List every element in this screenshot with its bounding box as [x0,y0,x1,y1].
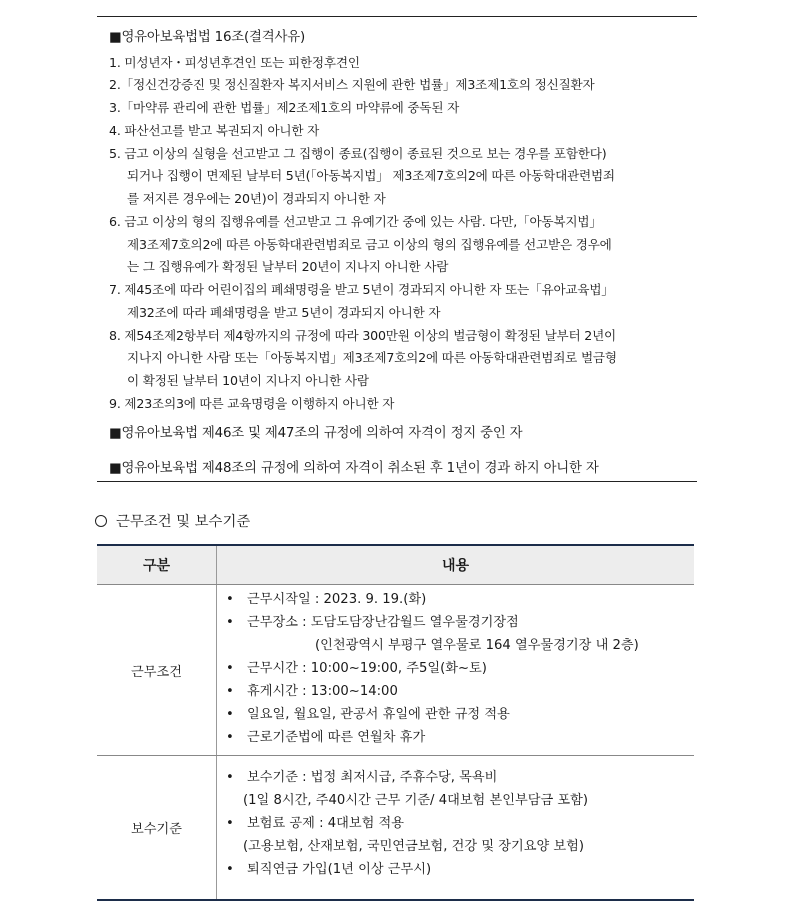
list-item: 3.「마약류 관리에 관한 법률」제2조제1호의 마약류에 중독된 자 [109,100,460,115]
bullet-icon: • [226,592,234,607]
item-text: 퇴직연금 가입(1년 이상 근무시) [247,862,432,877]
list-item: 6. 금고 이상의 형의 집행유예를 선고받고 그 유예기간 중에 있는 사람. 다만,「아동복지법」 [109,214,602,229]
conditions-table [97,544,694,901]
list-item: 8. 제54조제2항부터 제4항까지의 규정에 따라 300만원 이상의 벌금형이 확정된 날부터 2년이 [109,328,617,343]
list-item: 4. 파산선고를 받고 복권되지 아니한 자 [109,123,320,138]
column-header-category: 구분 [97,545,217,585]
list-item-continuation: 지나지 아니한 사람 또는「아동복지법」제3조제7호의2에 따른 아동학대관련범죄로 벌금형 [127,350,617,365]
row-content [217,585,695,756]
list-item-continuation: 제32조에 따라 폐쇄명령을 받고 5년이 경과되지 아니한 자 [127,305,441,320]
item-text: (인천광역시 부평구 열우물로 164 열우물경기장 내 2층) [315,638,639,653]
list-item [217,680,694,703]
item-text: 일요일, 월요일, 관공서 휴일에 관한 규정 적용 [247,707,510,722]
list-item [217,858,694,881]
item-text: 보수기준 : 법정 최저시급, 주휴수당, 목욕비 [247,770,498,785]
list-item [217,611,694,634]
list-item-continuation: 제3조제7호의2에 따른 아동학대관련범죄로 금고 이상의 형의 집행유예를 선고받은 경우에 [127,237,612,252]
bullet-icon: • [226,684,234,699]
row-label-pay-standard: 보수기준 [97,756,217,901]
list-item-continuation [217,634,694,657]
item-text: 근무시간 : 10:00~19:00, 주5일(화~토) [247,661,487,676]
list-item-continuation: 는 그 집행유예가 확정된 날부터 20년이 지나지 아니한 사람 [127,259,449,274]
table-row [97,585,694,756]
list-item: 9. 제23조의3에 따른 교육명령을 이행하지 아니한 자 [109,396,395,411]
heading-article-48: ■영유아보육법 제48조의 규정에 의하여 자격이 취소된 후 1년이 경과 하지 아니한 자 [109,461,599,476]
section-title-text: 근무조건 및 보수기준 [116,514,251,530]
list-item [217,657,694,680]
list-item [217,726,694,749]
row-content [217,756,695,901]
item-text: (1일 8시간, 주40시간 근무 기준/ 4대보험 본인부담금 포함) [243,793,589,808]
list-item: 1. 미성년자・피성년후견인 또는 피한정후견인 [109,55,360,70]
item-text: 보험료 공제 : 4대보험 적용 [247,816,404,831]
item-text: 근로기준법에 따른 연월차 휴가 [247,730,426,745]
table-header-row [97,545,694,585]
disqualification-box [97,16,697,482]
list-item [217,812,694,835]
list-item [217,703,694,726]
item-text: 근무장소 : 도담도담장난감월드 열우물경기장점 [247,615,519,630]
item-text: 근무시작일 : 2023. 9. 19.(화) [247,592,427,607]
item-text: 휴게시간 : 13:00~14:00 [247,684,398,699]
list-item-continuation: 를 저지른 경우에는 20년)이 경과되지 아니한 자 [127,191,386,206]
list-item-continuation [217,789,694,812]
list-item-continuation [217,835,694,858]
bullet-icon: • [226,730,234,745]
column-header-content: 내용 [217,545,695,585]
list-item [217,588,694,611]
circle-icon [95,515,107,527]
heading-article-46-47: ■영유아보육법 제46조 및 제47조의 규정에 의하여 자격이 정지 중인 자 [109,426,523,441]
bullet-icon: • [226,862,234,877]
list-item-continuation: 이 확정된 날부터 10년이 지나지 아니한 사람 [127,373,369,388]
heading-article-16: ■영유아보육법법 16조(결격사유) [109,30,306,45]
list-item: 7. 제45조에 따라 어린이집의 폐쇄명령을 받고 5년이 경과되지 아니한 자 또는「유아교육법」 [109,282,614,297]
bullet-icon: • [226,770,234,785]
section-title [95,510,250,531]
bullet-icon: • [226,707,234,722]
bullet-icon: • [226,816,234,831]
list-item: 5. 금고 이상의 실형을 선고받고 그 집행이 종료(집행이 종료된 것으로 보는 경우를 포함한다) [109,146,607,161]
item-text: (고용보험, 산재보험, 국민연금보험, 건강 및 장기요양 보험) [243,839,585,854]
table-row [97,756,694,901]
list-item-continuation: 되거나 집행이 면제된 날부터 5년(「아동복지법」 제3조제7호의2에 따른 아동학대관련범죄 [127,168,615,183]
list-item: 2.「정신건강증진 및 정신질환자 복지서비스 지원에 관한 법률」제3조제1호의 정신질환자 [109,77,595,92]
bullet-icon: • [226,661,234,676]
list-item [217,766,694,789]
row-label-work-conditions: 근무조건 [97,585,217,756]
bullet-icon: • [226,615,234,630]
